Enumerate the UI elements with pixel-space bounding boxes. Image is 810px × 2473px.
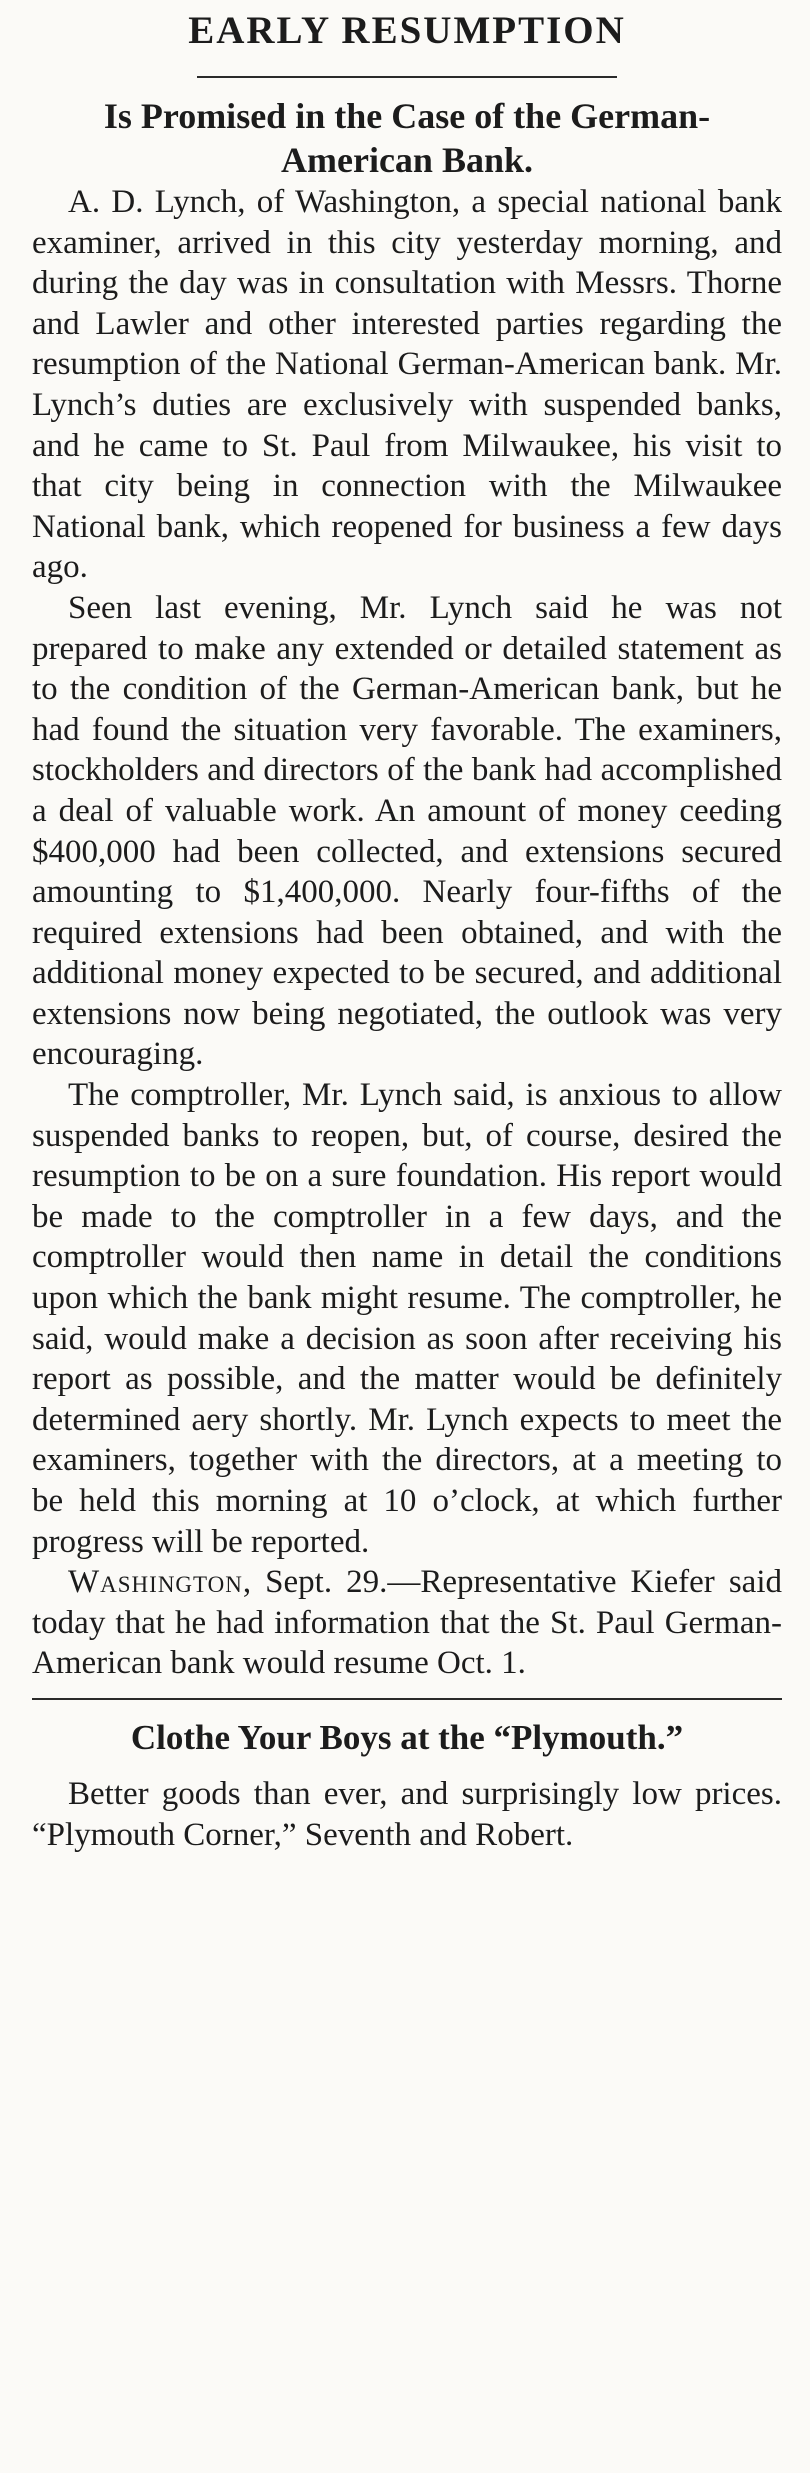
paragraph-comptroller: The comptroller, Mr. Lynch said, is anxious to allow suspended banks to reopen, but, of course, desired the resumption to be on a sure foundation. His report would be made to the comptroller in a few days, and the comptroller would then name in detail the conditions upon which the bank might resume. The comptroller, he said, would make a decision as soon after receiving his report as possible, and the matter would be definitely determined aery shortly. Mr. Lynch expects to meet the examiners, together with the directors, at a meeting to be held this morning at 10 o’clock, at which further progress will be reported. (32, 1077, 782, 1560)
advertisement-title: Clothe Your Boys at the “Plymouth.” (130, 1717, 684, 1757)
article-column (32, 0, 782, 1855)
section-rule (32, 1698, 782, 1700)
advertisement-body: Better goods than ever, and surprisingly low prices. “Plymouth Corner,” Seventh and Robert. (32, 1775, 782, 1853)
headline-rule (197, 76, 617, 78)
dispatch-text: , Sept. 29.—Representative Kiefer said today that he had information that the St. Paul German-American bank would resume Oct. 1. (32, 1564, 782, 1682)
headline: EARLY RESUMPTION (188, 9, 626, 52)
paragraph-lynch-arrival: A. D. Lynch, of Washington, a special national bank examiner, arrived in this city yesterday morning, and during the day was in consultation with Messrs. Thorne and Lawler and other interested parties regarding the resumption of the National German-American bank. Mr. Lynch’s duties are exclusively with suspended banks, and he came to St. Paul from Milwaukee, his visit to that city being in connection with the Milwaukee National bank, which reopened for business a few days ago. (32, 184, 782, 586)
subheadline: Is Promised in the Case of the German-American Bank. (103, 96, 711, 180)
paragraph-washington-dispatch (32, 1562, 782, 1684)
paragraph-situation-favorable: Seen last evening, Mr. Lynch said he was not prepared to make any extended or detailed statement as to the condition of the German-American bank, but he had found the situation very favorable. The examiners, stockholders and directors of the bank had accomplished a deal of valuable work. An amount of money ceeding $400,000 had been collected, and extensions secured amounting to $1,400,000. Nearly four-fifths of the required extensions had been obtained, and with the additional money expected to be secured, and additional extensions now being negotiated, the outlook was very encouraging. (32, 589, 782, 1073)
dateline: Washington (68, 1564, 243, 1601)
article-body (32, 182, 782, 1684)
